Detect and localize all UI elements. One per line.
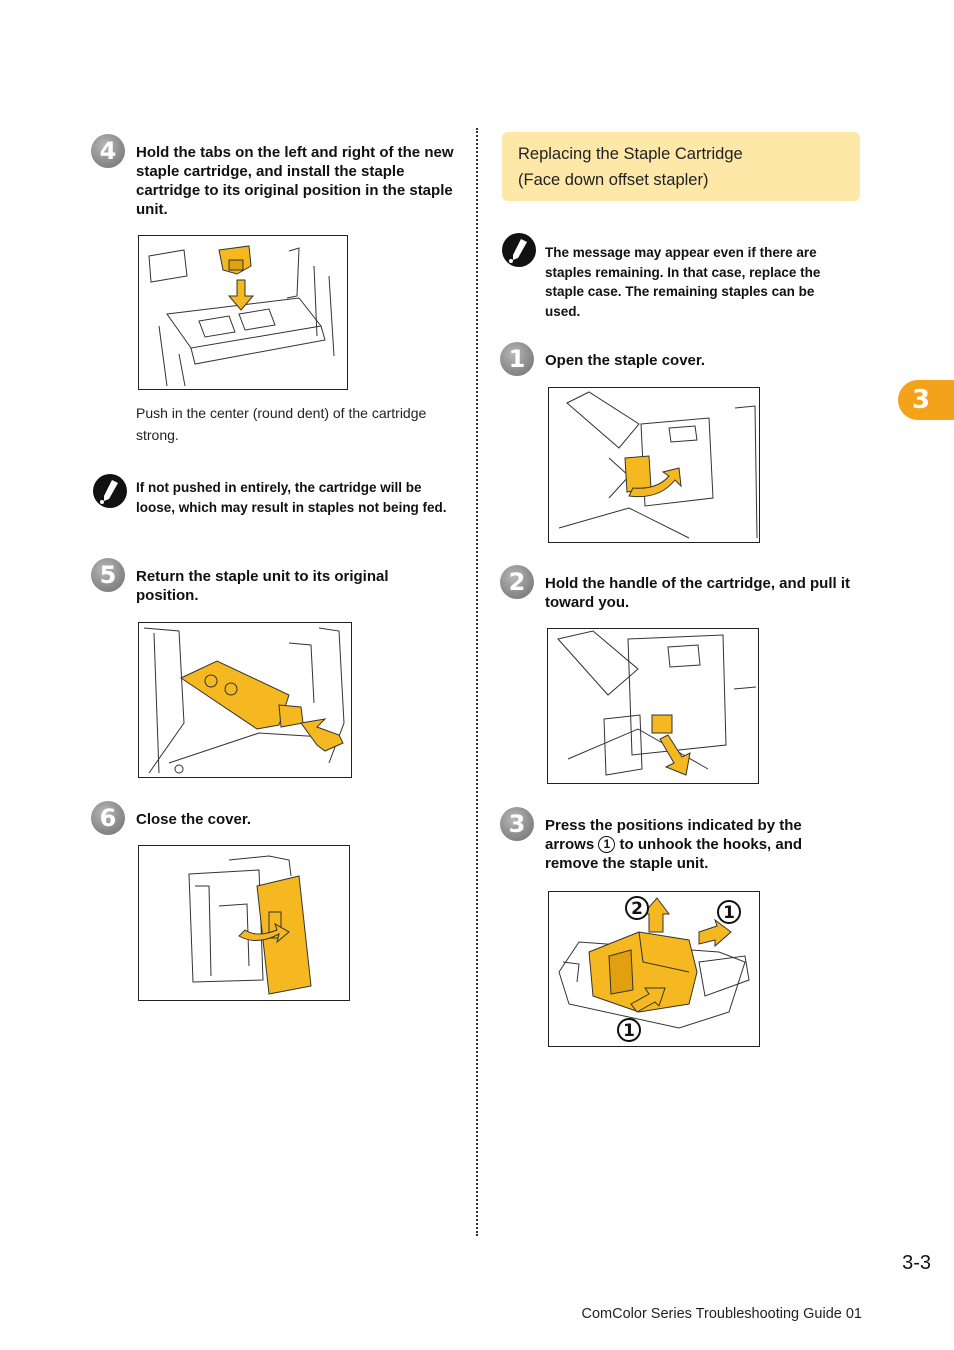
figure-close-cover [138,845,350,1001]
page-number: 3-3 [902,1252,931,1274]
step-6-text: Close the cover. [136,811,252,828]
step-3-badge: 3 [500,807,534,841]
open-cover-illustration [549,388,759,542]
figure-install-cartridge [138,235,348,390]
remove-unit-illustration [549,892,759,1046]
fig3-label-1b: 1 [623,1021,635,1041]
step-1-badge: 1 [500,342,534,376]
cartridge-handle-part [652,715,672,733]
step-5-badge: 5 [91,558,125,592]
step-6-badge: 6 [91,801,125,835]
caution-pen-icon [93,474,127,508]
caution-pen-icon [502,233,536,267]
column-divider [476,128,478,1236]
step-1-text: Open the staple cover. [545,352,706,369]
orange-arrow-icon [301,719,343,751]
orange-arrow-icon [229,280,253,310]
left-note-text: If not pushed in entirely, the cartridge will be loose, which may result in staples not being fed. [136,480,447,515]
figure-return-staple-unit [138,622,352,778]
fig3-label-2: 2 [631,899,643,919]
fig3-label-1a: 1 [723,903,735,923]
figure-remove-staple-unit [548,891,760,1047]
step-5-text: Return the staple unit to its original position. [136,568,389,604]
step-4-subtext: Push in the center (round dent) of the cartridge strong. [136,405,427,443]
pull-cartridge-illustration [548,629,758,783]
step-3-text [545,816,845,873]
staple-cover-part [625,456,651,492]
chapter-tab: 3 [898,380,954,420]
figure-open-staple-cover [548,387,760,543]
section-heading [502,132,860,201]
footer-text: ComColor Series Troubleshooting Guide 01 [581,1306,862,1322]
step-3-text-after: to unhook the hooks, and remove the staple unit. [545,836,803,872]
step-4-badge: 4 [91,134,125,168]
right-note-text: The message may appear even if there are staples remaining. In that case, replace the staple case. The remaining staples can be used. [545,245,821,319]
staple-cartridge-part [219,246,251,274]
step-3-text-before: Press the positions indicated by the arrows [545,817,802,853]
section-title-line1: Replacing the Staple Cartridge [518,145,743,163]
step-2-text: Hold the handle of the cartridge, and pull it toward you. [545,575,851,611]
close-cover-illustration [139,846,349,1000]
figure-pull-cartridge [547,628,759,784]
step-2-badge: 2 [500,565,534,599]
step-4-text: Hold the tabs on the left and right of the new staple cartridge, and install the staple cartridge to its original position in the staple unit. [136,144,454,218]
install-cartridge-illustration [139,236,347,389]
staple-unit-part [181,661,303,729]
circled-number-1: 1 [598,836,615,853]
return-unit-illustration [139,623,351,777]
section-title-line2: (Face down offset stapler) [518,171,709,189]
orange-arrow-icon [660,735,690,775]
